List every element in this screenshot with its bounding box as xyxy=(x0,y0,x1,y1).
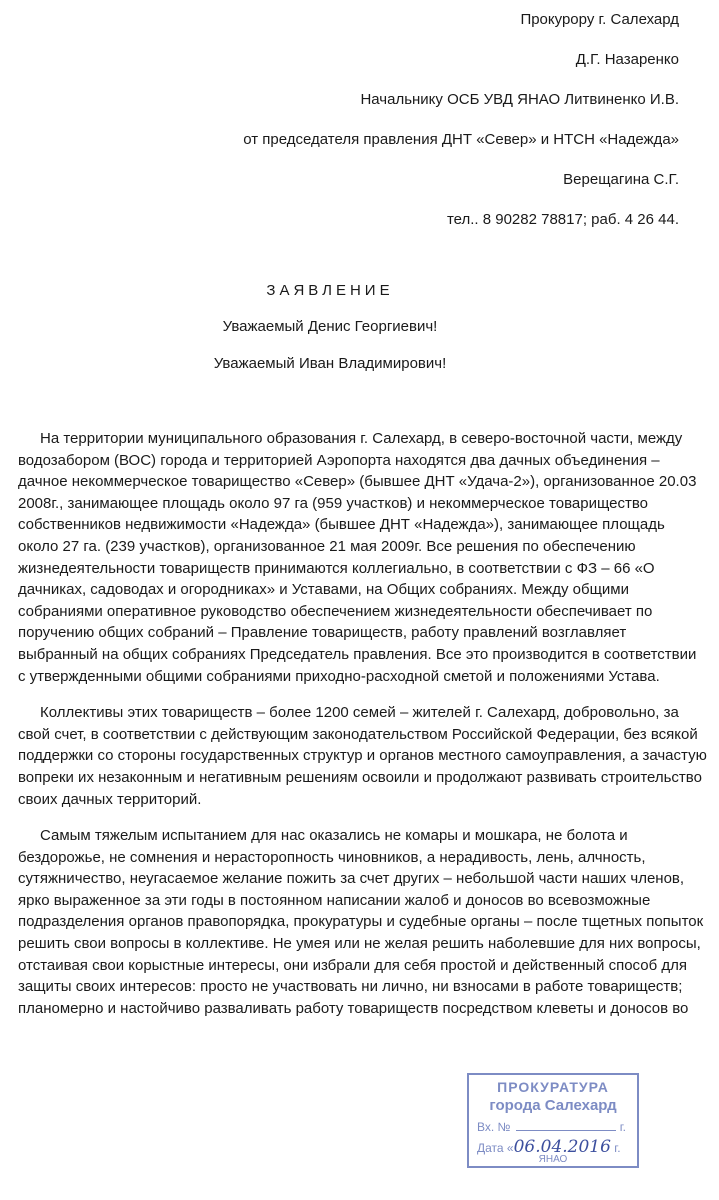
stamp-org: ПРОКУРАТУРА xyxy=(497,1079,609,1095)
addressee-prosecutor: Прокурору г. Салехард xyxy=(520,11,679,28)
salutation-second: Уважаемый Иван Владимирович! xyxy=(213,355,447,372)
stamp-region: ЯНАО xyxy=(538,1154,568,1165)
sender-position: от председателя правления ДНТ «Север» и НТСН «Надежда» xyxy=(243,131,679,148)
sender-phone: тел.. 8 90282 78817; раб. 4 26 44. xyxy=(446,211,679,228)
paragraph-3: Самым тяжелым испытанием для нас оказались не комары и мошкара, не болота и бездорожье, не сомнения и нерасторопность чиновников, а нерадивость, лень, алчность, сутяжничество, неугасаемое желание пожить за счет других – небольшой части наших членов, ярко выраженное за эти годы в постоянном написании жалоб и доносов во всевозможные подразделения органов правопорядка, прокуратуры и судебные органы – после тщетных попыток решить свои вопросы в коллективе. Не умея или не желая решить наболевшие для них вопросы, отстаивая свои корыстные интересы, они избрали для себя простой и действенный способ для защиты своих интересов: просто не участвовать ни лично, ни взносами в работе товариществ; планомерно и настойчиво разваливать работу товариществ посредством клеветы и доносов во xyxy=(18,827,704,1017)
stamp-number-rule xyxy=(516,1130,616,1131)
sender-name: Верещагина С.Г. xyxy=(563,171,679,188)
stamp-number-label: Вх. № xyxy=(477,1120,511,1134)
addressee-block xyxy=(119,12,679,252)
stamp-date-suffix: г. xyxy=(614,1141,621,1155)
document-title: ЗАЯВЛЕНИЕ xyxy=(266,282,394,299)
addressee-osb-chief: Начальнику ОСБ УВД ЯНАО Литвиненко И.В. xyxy=(360,91,679,108)
salutation-first: Уважаемый Денис Георгиевич! xyxy=(222,318,438,335)
stamp-date-label: Дата « xyxy=(477,1141,514,1155)
paragraph-2: Коллективы этих товариществ – более 1200 семей – жителей г. Салехард, добровольно, за свой счет, в соответствии с действующим законодательством Российской Федерации, без всякой поддержки со стороны государственных структур и органов местного самоуправления, а зачастую вопреки их незаконным и негативным решениям освоили и продолжают развивать строительство своих дачных территорий. xyxy=(18,704,707,808)
stamp-date-handwritten: 06.04.2016 xyxy=(513,1137,611,1157)
addressee-prosecutor-name: Д.Г. Назаренко xyxy=(575,51,679,68)
paragraph-1: На территории муниципального образования г. Салехард, в северо-восточной части, между водозабором (ВОС) города и территорией Аэропорта находятся два дачных объединения – дачное некоммерческое товарищество «Север» (бывшее ДНТ «Удача-2»), организованное 20.03 2008г., занимающее площадь около 97 га (959 участков) и некоммерческое товарищество собственников недвижимости «Надежда» (бывшее ДНТ «Надежда»), занимающее площадь около 27 га. (239 участков), организованное 21 мая 2009г. Все решения по обеспечению жизнедеятельности товариществ принимаются коллегиально, в соответствии с ФЗ – 66 «О дачниках, садоводах и огородниках» и Уставами, на Общих собраниях. Между общими собраниями оперативное руководство обеспечением жизнедеятельности обеспечивает по поручению общих собраний – Правление товариществ, работу правлений возглавляет выбранный на общих собраниях Председатель правления. Все это производится в соответствии с утвержденными общими собраниями приходно-расходной сметой и положениями Устава. xyxy=(18,430,697,685)
stamp-city: города Салехард xyxy=(489,1097,617,1114)
registration-stamp xyxy=(467,1073,639,1168)
stamp-number-row xyxy=(477,1120,626,1134)
stamp-number-suffix: г. xyxy=(619,1120,627,1134)
document-body xyxy=(18,428,708,1034)
